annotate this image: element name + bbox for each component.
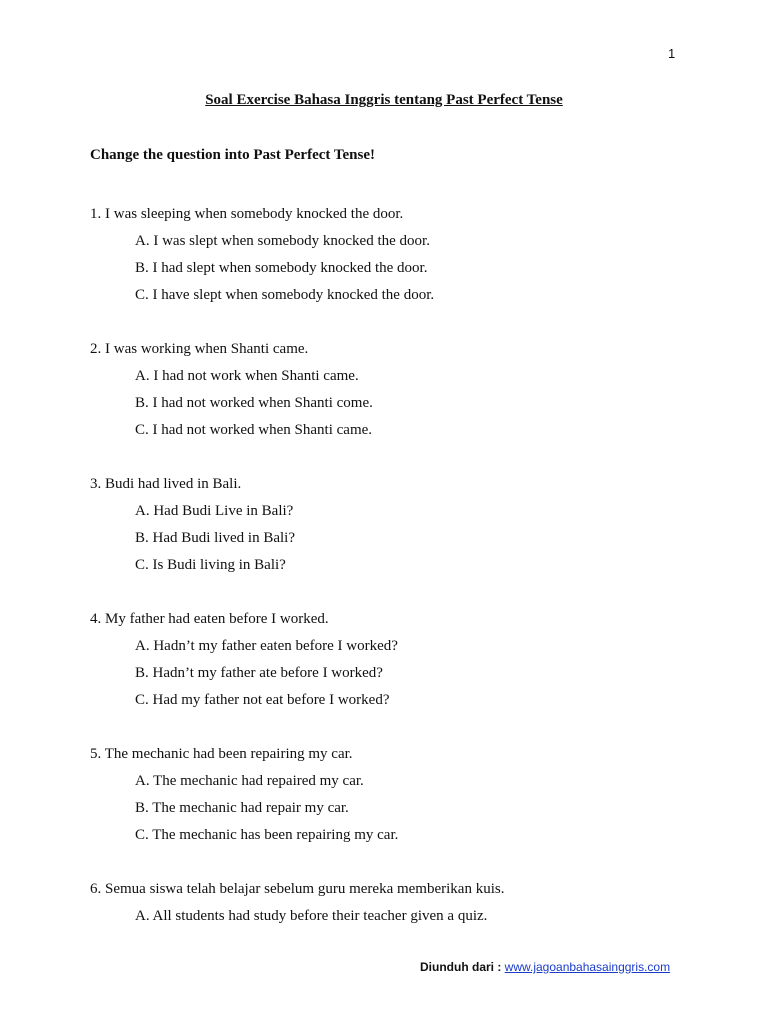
option-a: A. Had Budi Live in Bali?: [135, 503, 294, 519]
option-a: A. I was slept when somebody knocked the door.: [135, 233, 430, 249]
option-a: A. Hadn’t my father eaten before I worked?: [135, 638, 398, 654]
page-number: 1: [668, 46, 676, 61]
option-c: C. Is Budi living in Bali?: [135, 557, 286, 573]
question-4: [90, 606, 710, 714]
option-b: B. The mechanic had repair my car.: [135, 800, 349, 816]
option-c: C. I had not worked when Shanti came.: [135, 422, 373, 438]
document-title-text: Soal Exercise Bahasa Inggris tentang Past Perfect Tense: [205, 92, 563, 108]
footer-label: Diunduh dari :: [420, 960, 505, 974]
question-text: 4. My father had eaten before I worked.: [90, 611, 329, 627]
option-a: A. I had not work when Shanti came.: [135, 368, 359, 384]
question-3: [90, 471, 710, 579]
question-6: [90, 876, 710, 930]
document-title: [0, 92, 768, 109]
question-text: 1. I was sleeping when somebody knocked the door.: [90, 206, 404, 222]
footer-link[interactable]: www.jagoanbahasainggris.com: [504, 960, 671, 974]
question-text: 3. Budi had lived in Bali.: [90, 476, 242, 492]
option-b: B. Hadn’t my father ate before I worked?: [135, 665, 383, 681]
option-a: A. All students had study before their teacher given a quiz.: [135, 908, 488, 924]
option-c: C. Had my father not eat before I worked?: [135, 692, 390, 708]
option-b: B. Had Budi lived in Bali?: [135, 530, 295, 546]
question-text: 5. The mechanic had been repairing my car.: [90, 746, 353, 762]
option-b: B. I had not worked when Shanti come.: [135, 395, 373, 411]
question-5: [90, 741, 710, 849]
question-2: [90, 336, 710, 444]
instruction: Change the question into Past Perfect Tense!: [90, 147, 375, 163]
question-1: [90, 201, 710, 309]
question-list: [90, 201, 710, 957]
option-c: C. I have slept when somebody knocked the door.: [135, 287, 435, 303]
option-b: B. I had slept when somebody knocked the door.: [135, 260, 428, 276]
question-text: 6. Semua siswa telah belajar sebelum guru mereka memberikan kuis.: [90, 881, 505, 897]
option-a: A. The mechanic had repaired my car.: [135, 773, 364, 789]
footer: [420, 960, 670, 974]
option-c: C. The mechanic has been repairing my car.: [135, 827, 399, 843]
question-text: 2. I was working when Shanti came.: [90, 341, 309, 357]
